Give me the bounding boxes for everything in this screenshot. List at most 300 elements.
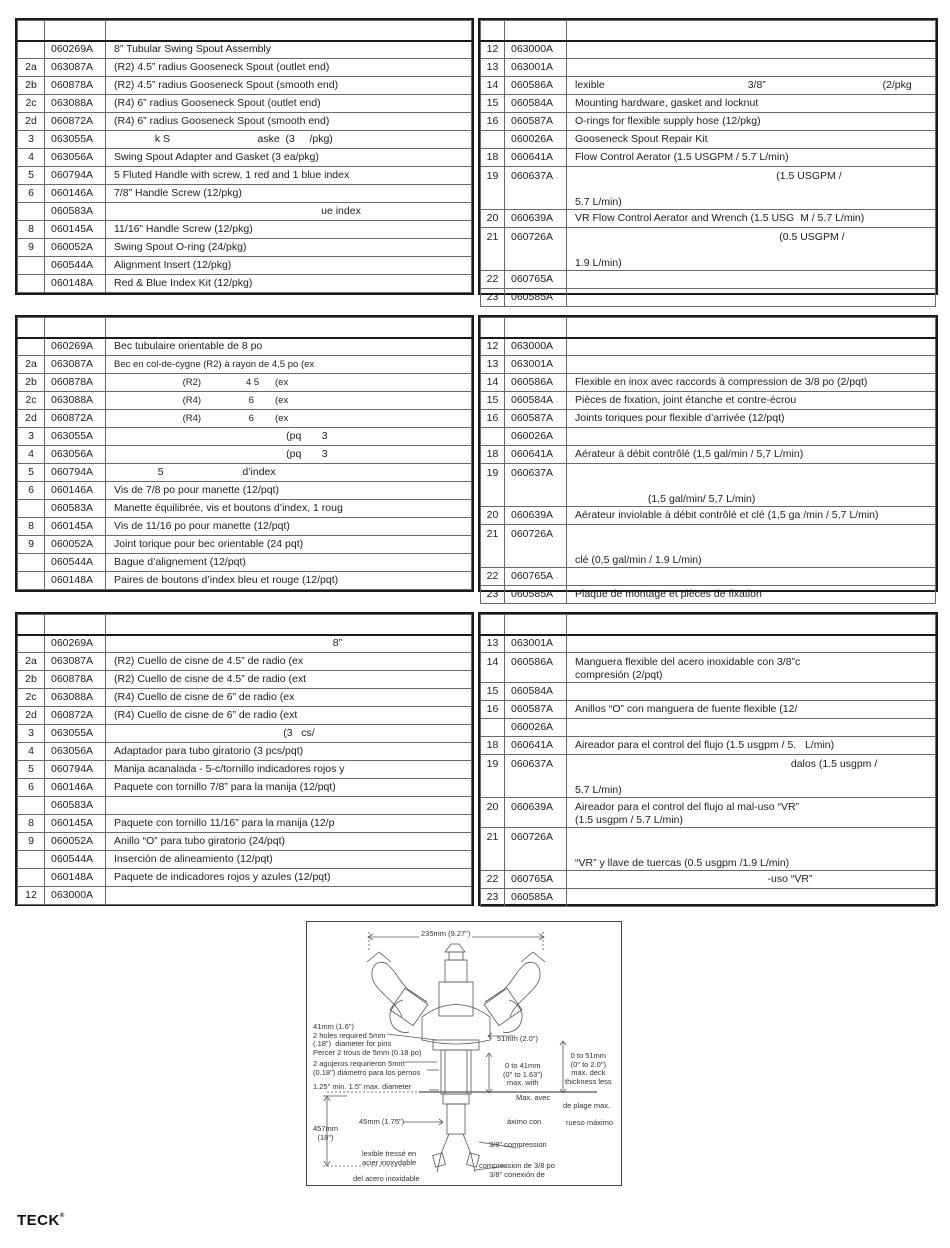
part-number: 063087A	[45, 653, 106, 671]
part-number: 063055A	[45, 131, 106, 149]
part-description	[567, 719, 936, 737]
part-number: 060584A	[505, 683, 567, 701]
part-description: (R2) Cuello de cisne de 4.5” de radio (ex	[106, 653, 472, 671]
braided-hose-label: lexible tressé en acier inoxydable	[362, 1149, 417, 1167]
item-number: 18	[481, 737, 505, 755]
part-number: 060587A	[505, 701, 567, 719]
part-number: 060148A	[45, 869, 106, 887]
item-number: 20	[481, 210, 505, 228]
compression-label: 3/8" compression	[489, 1140, 547, 1149]
item-number: 19	[481, 464, 505, 507]
item-number: 16	[481, 113, 505, 131]
part-number: 060765A	[505, 568, 567, 586]
part-description: Bec en col-de-cygne (R2) à rayon de 4,5 po (ex	[106, 356, 472, 374]
aximo-label: áximo con	[507, 1117, 542, 1126]
part-description: (R2) 4.5” radius Gooseneck Spout (outlet end)	[106, 59, 472, 77]
table-row	[481, 719, 936, 737]
item-number: 22	[481, 871, 505, 889]
part-number: 060872A	[45, 410, 106, 428]
table-row	[481, 167, 936, 210]
item-number	[481, 131, 505, 149]
part-description: O-rings for flexible supply hose (12/pkg)	[567, 113, 936, 131]
item-number: 12	[481, 338, 505, 356]
part-description	[567, 568, 936, 586]
item-number: 13	[481, 635, 505, 653]
part-number: 060765A	[505, 271, 567, 289]
item-number: 8	[18, 518, 45, 536]
table-row	[481, 95, 936, 113]
parts-table-spanish	[15, 612, 938, 906]
table-row	[481, 392, 936, 410]
item-number	[18, 572, 45, 590]
item-number: 2b	[18, 77, 45, 95]
item-number: 16	[481, 410, 505, 428]
table-row	[18, 797, 472, 815]
part-description: Manija acanalada - 5-c/tornillo indicadores rojos y	[106, 761, 472, 779]
grueso-label: rueso máximo	[566, 1118, 614, 1127]
part-description	[567, 889, 936, 907]
part-number: 060583A	[45, 500, 106, 518]
item-number	[18, 257, 45, 275]
part-number: 060878A	[45, 374, 106, 392]
header-cell	[18, 318, 45, 338]
table-row	[18, 59, 472, 77]
gap-dimension-label: 51mm (2.0")	[497, 1034, 539, 1043]
part-description: Manette équilibrée, vis et boutons d’index, 1 roug	[106, 500, 472, 518]
part-description: (R4) 6 (ex	[106, 410, 472, 428]
item-number: 2d	[18, 113, 45, 131]
inox-hose-label: del acero inoxidable	[353, 1174, 420, 1183]
item-number: 13	[481, 356, 505, 374]
header-cell	[106, 318, 472, 338]
item-number: 21	[481, 828, 505, 871]
part-description: (R4) 6” radius Gooseneck Spout (smooth end)	[106, 113, 472, 131]
header-cell	[18, 21, 45, 41]
table-row	[481, 507, 936, 525]
part-description	[567, 289, 936, 307]
part-number: 063000A	[45, 887, 106, 905]
part-number: 063087A	[45, 59, 106, 77]
part-description: -uso “VR”	[567, 871, 936, 889]
part-number: 060872A	[45, 113, 106, 131]
table-row	[18, 446, 472, 464]
part-number: 063056A	[45, 149, 106, 167]
header-cell	[505, 21, 567, 41]
table-header-row	[18, 615, 472, 635]
part-description: (R4) 6” radius Gooseneck Spout (outlet end)	[106, 95, 472, 113]
item-number: 2c	[18, 95, 45, 113]
table-header-row	[481, 21, 936, 41]
part-number: 060583A	[45, 797, 106, 815]
part-number: 063000A	[505, 41, 567, 59]
part-description: Joints toriques pour flexible d’arrivée (12/pqt)	[567, 410, 936, 428]
table-row	[18, 95, 472, 113]
item-number: 13	[481, 59, 505, 77]
part-number: 060585A	[505, 289, 567, 307]
item-number: 21	[481, 228, 505, 271]
parts-table-left	[15, 315, 474, 592]
table-row	[18, 761, 472, 779]
header-cell	[481, 21, 505, 41]
part-description: Bec tubulaire orientable de 8 po	[106, 338, 472, 356]
part-description: k S aske (3 /pkg)	[106, 131, 472, 149]
item-number: 20	[481, 798, 505, 828]
table-row	[18, 779, 472, 797]
header-cell	[106, 615, 472, 635]
part-number: 060586A	[505, 653, 567, 683]
table-row	[481, 446, 936, 464]
table-row	[481, 271, 936, 289]
item-number: 21	[481, 525, 505, 568]
part-description: (R4) 6 (ex	[106, 392, 472, 410]
part-description: Aérateur à débit contrôlé (1,5 gal/min / 5,7 L/min)	[567, 446, 936, 464]
part-description: Adaptador para tubo giratorio (3 pcs/pqt)	[106, 743, 472, 761]
table-row	[18, 725, 472, 743]
parts-table-left	[15, 612, 474, 906]
item-number: 2a	[18, 59, 45, 77]
brand-logo: TECK®	[17, 1212, 65, 1229]
table-row	[481, 798, 936, 828]
item-number	[18, 41, 45, 59]
item-number: 14	[481, 653, 505, 683]
table-header-row	[18, 318, 472, 338]
item-number: 8	[18, 815, 45, 833]
table-row	[18, 887, 472, 905]
part-description: (R4) Cuello de cisne de 6” de radio (ext	[106, 707, 472, 725]
item-number: 8	[18, 221, 45, 239]
compression-fr-label: compression de 3/8 po 3/8" conexión de	[479, 1161, 555, 1179]
part-number: 060641A	[505, 737, 567, 755]
part-number: 060148A	[45, 572, 106, 590]
part-number: 060587A	[505, 410, 567, 428]
part-description: Manguera flexible del acero inoxidable con 3/8”c compresión (2/pqt)	[567, 653, 936, 683]
table-row	[18, 554, 472, 572]
part-description: (pq 3	[106, 428, 472, 446]
part-description: Paquete de indicadores rojos y azules (12/pqt)	[106, 869, 472, 887]
table-row	[18, 77, 472, 95]
part-description: Aireador para el control del flujo (1.5 usgpm / 5. L/min)	[567, 737, 936, 755]
table-row	[18, 851, 472, 869]
part-number: 060641A	[505, 446, 567, 464]
table-row	[481, 635, 936, 653]
part-number: 060146A	[45, 779, 106, 797]
part-number: 063055A	[45, 725, 106, 743]
part-description: Flexible en inox avec raccords à compression de 3/8 po (2/pqt)	[567, 374, 936, 392]
item-number: 18	[481, 149, 505, 167]
part-number: 063087A	[45, 356, 106, 374]
table-row	[481, 131, 936, 149]
item-number: 15	[481, 95, 505, 113]
parts-table-right	[478, 612, 938, 906]
table-row	[481, 889, 936, 907]
table-row	[481, 755, 936, 798]
parts-table-french	[15, 315, 938, 600]
table-row	[18, 428, 472, 446]
table-row	[481, 77, 936, 95]
part-number: 063001A	[505, 59, 567, 77]
table-row	[18, 410, 472, 428]
table-row	[18, 167, 472, 185]
header-cell	[45, 318, 106, 338]
range-41-label: 0 to 41mm (0" to 1.63") max. with	[503, 1061, 543, 1087]
item-number: 22	[481, 568, 505, 586]
table-row	[481, 410, 936, 428]
item-number: 6	[18, 779, 45, 797]
part-number: 060585A	[505, 586, 567, 604]
table-row	[481, 228, 936, 271]
item-number: 2c	[18, 689, 45, 707]
part-description: (R2) Cuello de cisne de 4.5” de radio (ext	[106, 671, 472, 689]
table-row	[18, 653, 472, 671]
part-description: Flow Control Aerator (1.5 USGPM / 5.7 L/min)	[567, 149, 936, 167]
part-number: 060146A	[45, 482, 106, 500]
table-row	[18, 239, 472, 257]
parts-table-english	[15, 18, 938, 303]
part-number: 060145A	[45, 518, 106, 536]
part-number: 060765A	[505, 871, 567, 889]
part-number: 063055A	[45, 428, 106, 446]
part-description: (1,5 gal/min/ 5,7 L/min)	[567, 464, 936, 507]
part-number: 063088A	[45, 392, 106, 410]
item-number: 12	[18, 887, 45, 905]
part-description: 8”	[106, 635, 472, 653]
part-number: 060878A	[45, 77, 106, 95]
table-row	[481, 464, 936, 507]
table-header-row	[481, 318, 936, 338]
part-description: Aireador para el control del flujo al mal-uso “VR” (1.5 usgpm / 5.7 L/min)	[567, 798, 936, 828]
part-description: (pq 3	[106, 446, 472, 464]
header-cell	[505, 615, 567, 635]
part-description: lexible 3/8” (2/pkg	[567, 77, 936, 95]
part-description: Bague d’alignement (12/pqt)	[106, 554, 472, 572]
table-row	[18, 572, 472, 590]
table-row	[481, 59, 936, 77]
part-description	[567, 338, 936, 356]
item-number	[18, 851, 45, 869]
hose-length-label: 457mm (18")	[313, 1124, 339, 1142]
header-cell	[45, 21, 106, 41]
header-cell	[18, 615, 45, 635]
item-number: 15	[481, 683, 505, 701]
part-number: 060872A	[45, 707, 106, 725]
part-number: 060726A	[505, 525, 567, 568]
table-row	[481, 568, 936, 586]
part-number: 060639A	[505, 798, 567, 828]
part-number: 060146A	[45, 185, 106, 203]
item-number: 2d	[18, 707, 45, 725]
table-row	[481, 289, 936, 307]
table-row	[481, 374, 936, 392]
table-row	[481, 828, 936, 871]
table-row	[481, 210, 936, 228]
item-number	[18, 500, 45, 518]
part-number: 060587A	[505, 113, 567, 131]
item-number	[18, 338, 45, 356]
part-description	[567, 41, 936, 59]
table-row	[481, 586, 936, 604]
item-number: 23	[481, 889, 505, 907]
part-number: 060726A	[505, 828, 567, 871]
table-row	[18, 221, 472, 239]
part-description: 5 d’index	[106, 464, 472, 482]
header-cell	[106, 21, 472, 41]
part-number: 063001A	[505, 635, 567, 653]
agujeros-note: 2 agujeros requirieron 5mm (0.18") diámetro para los pernos	[313, 1059, 421, 1077]
item-number: 2a	[18, 356, 45, 374]
part-description: (3 cs/	[106, 725, 472, 743]
part-number: 060794A	[45, 464, 106, 482]
part-description: Vis de 7/8 po pour manette (12/pqt)	[106, 482, 472, 500]
part-description	[567, 356, 936, 374]
item-number: 15	[481, 392, 505, 410]
item-number: 20	[481, 507, 505, 525]
part-number: 060026A	[505, 428, 567, 446]
part-description: Alignment Insert (12/pkg)	[106, 257, 472, 275]
part-description	[106, 887, 472, 905]
part-number: 063056A	[45, 743, 106, 761]
item-number	[18, 797, 45, 815]
header-cell	[567, 318, 936, 338]
table-row	[18, 482, 472, 500]
table-row	[18, 203, 472, 221]
holes-note: 41mm (1.6") 2 holes required 5mm (.18") diameter for pins Percer 2 trous de 5mm (0.18 po)	[313, 1022, 422, 1057]
part-number: 060145A	[45, 221, 106, 239]
part-description: Swing Spout Adapter and Gasket (3 ea/pkg)	[106, 149, 472, 167]
table-row	[18, 275, 472, 293]
diameter-note: 1.25" min. 1.5" max. diameter	[313, 1082, 412, 1091]
part-number: 060586A	[505, 77, 567, 95]
part-number: 063056A	[45, 446, 106, 464]
part-number: 060026A	[505, 131, 567, 149]
max-avec-label: Max. avec	[516, 1093, 551, 1102]
part-number: 063000A	[505, 338, 567, 356]
table-row	[481, 338, 936, 356]
header-cell	[481, 318, 505, 338]
table-row	[481, 701, 936, 719]
item-number: 5	[18, 167, 45, 185]
center-distance-label: 45mm (1.75")	[359, 1117, 405, 1126]
part-description: (R2) 4 5 (ex	[106, 374, 472, 392]
table-row	[481, 683, 936, 701]
part-description: ue index	[106, 203, 472, 221]
table-header-row	[481, 615, 936, 635]
part-number: 060794A	[45, 167, 106, 185]
item-number	[18, 869, 45, 887]
part-description	[106, 797, 472, 815]
table-row	[481, 356, 936, 374]
part-number: 060145A	[45, 815, 106, 833]
part-number: 060148A	[45, 275, 106, 293]
part-description: 7/8” Handle Screw (12/pkg)	[106, 185, 472, 203]
part-number: 060586A	[505, 374, 567, 392]
table-row	[18, 833, 472, 851]
table-row	[18, 374, 472, 392]
part-number: 060639A	[505, 507, 567, 525]
part-number: 063001A	[505, 356, 567, 374]
item-number	[18, 635, 45, 653]
item-number	[18, 203, 45, 221]
item-number: 4	[18, 149, 45, 167]
table-row	[18, 392, 472, 410]
part-description: Red & Blue Index Kit (12/pkg)	[106, 275, 472, 293]
part-number: 063088A	[45, 95, 106, 113]
part-description: dalos (1.5 usgpm / 5.7 L/min)	[567, 755, 936, 798]
width-dimension-label: 235mm (9.27")	[421, 929, 471, 938]
item-number: 14	[481, 374, 505, 392]
part-description: (0.5 USGPM / 1.9 L/min)	[567, 228, 936, 271]
item-number: 2d	[18, 410, 45, 428]
part-number: 060583A	[45, 203, 106, 221]
part-description	[567, 271, 936, 289]
part-description: Pièces de fixation, joint étanche et contre-écrou	[567, 392, 936, 410]
table-row	[481, 653, 936, 683]
part-description	[567, 59, 936, 77]
part-description: “VR” y llave de tuercas (0.5 usgpm /1.9 L/min)	[567, 828, 936, 871]
part-number: 060637A	[505, 464, 567, 507]
part-description: Mounting hardware, gasket and locknut	[567, 95, 936, 113]
table-row	[18, 41, 472, 59]
part-description: Paquete con tornillo 7/8” para la manija (12/pqt)	[106, 779, 472, 797]
table-row	[481, 149, 936, 167]
part-number: 060585A	[505, 889, 567, 907]
table-row	[481, 113, 936, 131]
part-number: 060052A	[45, 833, 106, 851]
item-number: 19	[481, 755, 505, 798]
part-number: 060637A	[505, 167, 567, 210]
item-number: 2c	[18, 392, 45, 410]
item-number: 9	[18, 833, 45, 851]
table-row	[18, 131, 472, 149]
item-number: 3	[18, 428, 45, 446]
table-row	[481, 737, 936, 755]
part-number: 060544A	[45, 851, 106, 869]
parts-table-right	[478, 18, 938, 303]
item-number: 9	[18, 536, 45, 554]
header-cell	[567, 21, 936, 41]
part-description: Inserción de alineamiento (12/pqt)	[106, 851, 472, 869]
part-number: 060584A	[505, 95, 567, 113]
item-number: 4	[18, 446, 45, 464]
part-description: Plaque de montage et pièces de fixation	[567, 586, 936, 604]
item-number: 6	[18, 482, 45, 500]
item-number: 3	[18, 131, 45, 149]
part-description: Joint torique pour bec orientable (24 pqt)	[106, 536, 472, 554]
table-row	[18, 356, 472, 374]
part-number: 060637A	[505, 755, 567, 798]
part-number: 060269A	[45, 338, 106, 356]
table-row	[18, 464, 472, 482]
plage-label: de plage max.	[563, 1101, 611, 1110]
table-row	[18, 815, 472, 833]
part-description	[567, 635, 936, 653]
faucet-dimension-diagram	[306, 921, 622, 1186]
item-number: 23	[481, 289, 505, 307]
part-description: 8” Tubular Swing Spout Assembly	[106, 41, 472, 59]
table-row	[18, 257, 472, 275]
part-number: 060726A	[505, 228, 567, 271]
header-cell	[567, 615, 936, 635]
part-description: 11/16” Handle Screw (12/pkg)	[106, 221, 472, 239]
part-description: Gooseneck Spout Repair Kit	[567, 131, 936, 149]
table-row	[18, 869, 472, 887]
item-number: 9	[18, 239, 45, 257]
table-row	[481, 41, 936, 59]
item-number: 2b	[18, 671, 45, 689]
part-description: Vis de 11/16 po pour manette (12/pqt)	[106, 518, 472, 536]
table-row	[18, 518, 472, 536]
table-row	[18, 149, 472, 167]
item-number: 4	[18, 743, 45, 761]
